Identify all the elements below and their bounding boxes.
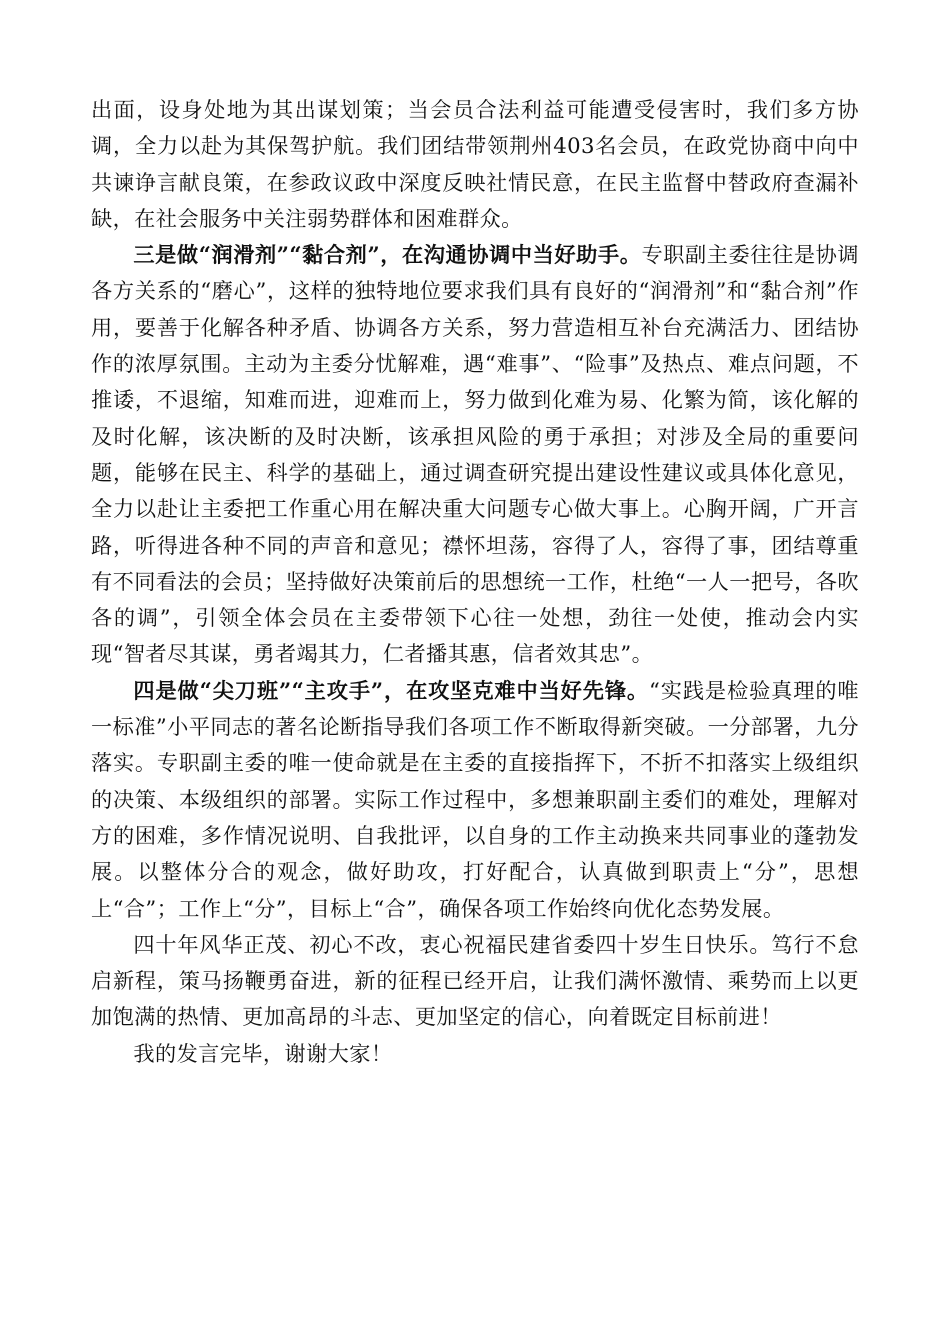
- paragraph-continuation: [91, 92, 859, 237]
- paragraph-text: 四十年风华正茂、初心不改，衷心祝福民建省委四十岁生日快乐。笃行不怠启新程，策马扬鞭勇奋进，新的征程已经开启，让我们满怀激情、乘势而上以更加饱满的热情、更加高昂的斗志、更加坚定的信心，向着既定目标前进！: [91, 931, 859, 1030]
- paragraph-heading: 四是做“尖刀班”“主攻手”，在攻坚克难中当好先锋。: [133, 677, 649, 703]
- paragraph-point-four: [91, 673, 859, 927]
- paragraph-text: 我的发言完毕，谢谢大家！: [133, 1040, 393, 1066]
- paragraph-text: “实践是检验真理的唯一标准”小平同志的著名论断指导我们各项工作不断取得新突破。一分部署，九分落实。专职副主委的唯一使命就是在主委的直接指挥下，不折不扣落实上级组织的决策、本级组织的部署。实际工作过程中，多想兼职副主委们的难处，理解对方的困难，多作情况说明、自我批评，以自身的工作主动换来共同事业的蓬勃发展。以整体分合的观念，做好助攻，打好配合，认真做到职责上“分”，思想上“合”；工作上“分”，目标上“合”，确保各项工作始终向优化态势发展。: [91, 677, 859, 921]
- paragraph-closing-wishes: [91, 927, 859, 1036]
- document-body: [91, 92, 859, 1072]
- paragraph-text: 专职副主委往往是协调各方关系的“磨心”，这样的独特地位要求我们具有良好的“润滑剂”和“黏合剂”作用，要善于化解各种矛盾、协调各方关系，努力营造相互补台充满活力、团结协作的浓厚氛围。主动为主委分忧解难，遇“难事”、“险事”及热点、难点问题，不推诿，不退缩，知难而进，迎难而上，努力做到化难为易、化繁为简，该化解的及时化解，该决断的及时决断，该承担风险的勇于承担；对涉及全局的重要问题，能够在民主、科学的基础上，通过调查研究提出建设性建议或具体化意见，全力以赴让主委把工作重心用在解决重大问题专心做大事上。心胸开阔，广开言路，听得进各种不同的声音和意见；襟怀坦荡，容得了人，容得了事，团结尊重有不同看法的会员；坚持做好决策前后的思想统一工作，杜绝“一人一把号，各吹各的调”，引领全体会员在主委带领下心往一处想，劲往一处使，推动会内实现“智者尽其谋，勇者竭其力，仁者播其惠，信者效其忠”。: [91, 242, 859, 667]
- paragraph-text: 出面，设身处地为其出谋划策；当会员合法利益可能遭受侵害时，我们多方协调，全力以赴为其保驾护航。我们团结带领荆州403名会员，在政党协商中向中共谏诤言献良策，在参政议政中深度反映社情民意，在民主监督中替政府查漏补缺，在社会服务中关注弱势群体和困难群众。: [91, 97, 859, 231]
- paragraph-closing-remark: [91, 1036, 859, 1072]
- paragraph-heading: 三是做“润滑剂”“黏合剂”，在沟通协调中当好助手。: [133, 242, 642, 268]
- paragraph-point-three: [91, 237, 859, 673]
